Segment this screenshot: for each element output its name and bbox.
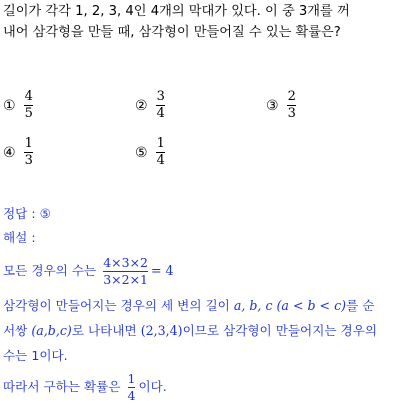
solution-line-4: 수는 1이다. bbox=[3, 348, 68, 363]
fraction-numerator: 1 bbox=[127, 371, 136, 386]
solution-line-3 bbox=[3, 323, 377, 339]
option-5[interactable] bbox=[135, 137, 166, 168]
line3-text-b: 로 나타내면 bbox=[71, 323, 137, 338]
option-3[interactable] bbox=[266, 90, 297, 121]
explanation-label: 해설 : bbox=[3, 230, 36, 245]
line3-text-c: 이므로 삼각형이 만들어지는 경우의 bbox=[182, 323, 378, 338]
total-cases-prefix: 모든 경우의 수는 bbox=[3, 263, 97, 278]
fraction-denominator: 3 bbox=[24, 153, 33, 168]
fraction-denominator: 4 bbox=[156, 106, 165, 121]
question-line-1: 길이가 각각 1, 2, 3, 4인 4개의 막대가 있다. 이 중 3개를 꺼 bbox=[3, 4, 350, 19]
line2-text-b: 를 순 bbox=[346, 298, 375, 313]
fraction-denominator: 5 bbox=[24, 106, 33, 121]
fraction-numerator: 1 bbox=[156, 136, 165, 151]
option-marker: ① bbox=[3, 97, 16, 114]
option-fraction bbox=[156, 90, 166, 121]
fraction-numerator: 3 bbox=[156, 89, 165, 104]
line2-condition: (a < b < c) bbox=[276, 298, 347, 313]
option-4[interactable] bbox=[3, 137, 34, 168]
line2-text-a: 삼각형이 만들어지는 경우의 세 변의 길이 bbox=[3, 298, 230, 313]
fraction-denominator: 3 bbox=[287, 106, 296, 121]
final-answer-line bbox=[3, 372, 167, 403]
fraction-numerator: 2 bbox=[287, 89, 296, 104]
option-fraction bbox=[287, 90, 297, 121]
final-fraction bbox=[128, 372, 136, 403]
line3-text-a: 서쌍 bbox=[3, 323, 28, 338]
total-cases-result: = 4 bbox=[151, 263, 174, 278]
option-1[interactable] bbox=[3, 90, 34, 121]
fraction-numerator: 1 bbox=[24, 136, 33, 151]
total-cases-line bbox=[3, 256, 174, 287]
option-2[interactable] bbox=[135, 90, 166, 121]
line2-vars: a, b, c bbox=[233, 298, 273, 313]
solution-line-2 bbox=[3, 298, 374, 314]
option-marker: ④ bbox=[3, 144, 16, 161]
question-line-2: 내어 삼각형을 만들 때, 삼각형이 만들어질 수 있는 확률은? bbox=[3, 25, 341, 40]
line3-tuple-vars: (a,b,c) bbox=[31, 323, 72, 338]
option-fraction bbox=[24, 137, 34, 168]
fraction-denominator: 4 bbox=[127, 388, 136, 403]
fraction-numerator: 4×3×2 bbox=[103, 255, 148, 270]
final-prefix: 따라서 구하는 확률은 bbox=[3, 379, 121, 394]
fraction-numerator: 4 bbox=[24, 89, 33, 104]
final-suffix: 이다. bbox=[138, 379, 167, 394]
option-fraction bbox=[156, 137, 166, 168]
option-marker: ③ bbox=[266, 97, 279, 114]
total-cases-fraction bbox=[103, 256, 148, 287]
line3-tuple-values: (2,3,4) bbox=[140, 323, 183, 338]
option-marker: ② bbox=[135, 97, 148, 114]
fraction-denominator: 3×2×1 bbox=[103, 272, 148, 287]
option-marker: ⑤ bbox=[135, 144, 148, 161]
fraction-denominator: 4 bbox=[156, 153, 165, 168]
answer-label: 정답 : ⑤ bbox=[3, 206, 51, 221]
option-fraction bbox=[24, 90, 34, 121]
